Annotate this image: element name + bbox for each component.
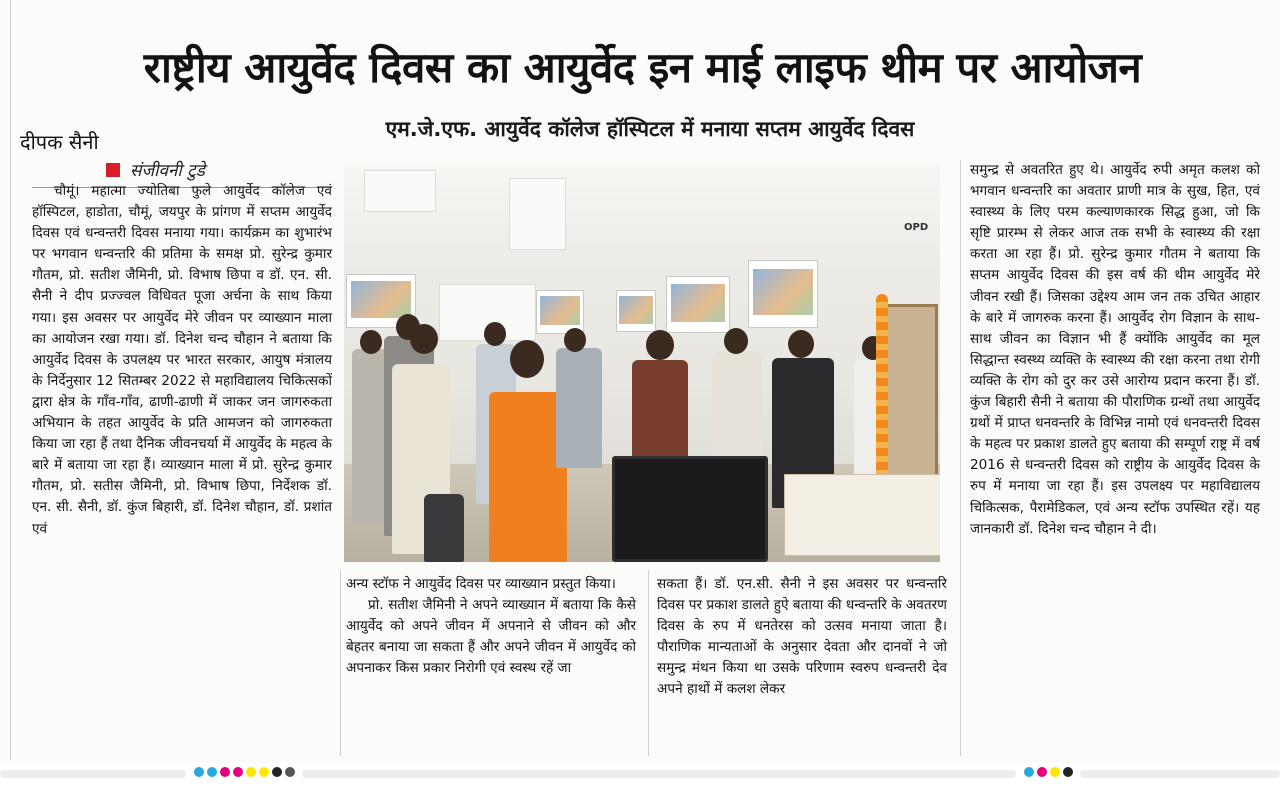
photo-window bbox=[364, 170, 436, 212]
person-head bbox=[510, 340, 544, 378]
cyan-dot bbox=[194, 767, 204, 777]
scroll-track bbox=[0, 770, 186, 778]
person-head bbox=[724, 328, 748, 354]
person bbox=[556, 348, 602, 468]
yellow-dot bbox=[246, 767, 256, 777]
person-head bbox=[360, 330, 382, 354]
wall-poster bbox=[748, 260, 818, 328]
magenta-dot bbox=[1037, 767, 1047, 777]
paragraph: सकता हैं। डॉ. एन.सी. सैनी ने इस अवसर पर धन्वन्तरि दिवस पर प्रकाश डालते हुऐ बताया की धन्वन्तरि के अवतरण दिवस के रुप में धनतेरस को उत्सव मनाया जाता है। पौराणिक मान्यताओं के अनुसार देवता और दानवों ने जो समुन्द्र मंथन किया था उसके परिणाम स्वरुप धन्वन्तरी देव अपने हाथों में कलश लेकर bbox=[657, 576, 948, 698]
magenta-dot bbox=[233, 767, 243, 777]
wall-poster bbox=[666, 276, 730, 333]
magenta-dot bbox=[220, 767, 230, 777]
paragraph: प्रो. सतीश जैमिनी ने अपने व्याख्यान में बताया कि कैसे आयुर्वेद को अपने जीवन में अपनाने से जीवन को और बेहतर बनाया जा सकता हैं और अपने जीवन में आयुर्वेद को अपनाकर किस प्रकार निरोगी एवं स्वस्थ रहें जा bbox=[346, 597, 636, 677]
yellow-dot bbox=[1050, 767, 1060, 777]
paragraph: समुन्द्र से अवतरित हुए थे। आयुर्वेद रुपी अमृत कलश को भगवान धन्वन्तरि का अवतार प्राणी मात्र के सुख, हित, एवं स्वास्थ्य के लिए परम कल्याणकारक सिद्ध हुआ, जो कि सृष्टि प्रारम्भ से लेकर आज तक सभी के स्वास्थ्य की रक्षा करता आ रहा हैं। प्रो. सुरेन्द्र कुमार गौतम ने बताया कि सप्तम आयुर्वेद दिवस की इस वर्ष की थीम आयुर्वेद मेरे जीवन रखी हैं। जिसका उद्देश्य आम जन तक उचित आहार के बारे में जागरुक करना हैं। आयुर्वेद रोग विज्ञान के साथ-साथ जीवन का विज्ञान भी हैं क्योंकि आयुर्वेद का मूल सिद्धान्त स्वस्थ्य व्यक्ति के स्वास्थ्य की रक्षा करना तथा रोगी व्यक्ति के रोग को दुर कर उसे आरोग्य प्रदान करना हैं। डॉ. कुंज बिहारी सैनी ने बताया की पौराणिक ग्रन्थों तथा आयुर्वेद ग्रथों में प्राप्त धनवन्तरि के विभिन्न नामो एवं धनवन्तरी दिवस के महत्व पर प्रकाश डालते हुए बताया की सम्पूर्ण राष्ट्र में वर्ष 2016 से धन्वन्तरी दिवस को राष्ट्रीय के आयुर्वेद दिवस के रुप में मनाया जा रहा हैं। इस उपलक्ष्य पर महाविद्यालय चिकित्सक, पैरामेडिकल, एवं अन्य स्टॉफ उपस्थित रहें। यह जानकारी डॉ. दिनेश चन्द चौहान ने दी। bbox=[970, 162, 1260, 537]
cyan-dot bbox=[1024, 767, 1034, 777]
source-tag bbox=[106, 158, 205, 181]
deity-frame bbox=[884, 304, 938, 490]
article-column-2 bbox=[346, 574, 636, 754]
opd-sign: OPD bbox=[904, 222, 929, 233]
yellow-dot bbox=[259, 767, 269, 777]
person-head bbox=[646, 330, 674, 360]
person-head bbox=[788, 330, 814, 358]
registration-dots bbox=[194, 767, 295, 777]
column-rule bbox=[960, 160, 961, 756]
paragraph: अन्य स्टॉफ ने आयुर्वेद दिवस पर व्याख्यान प्रस्तुत किया। bbox=[346, 576, 616, 592]
column-rule bbox=[648, 570, 649, 756]
black-dot bbox=[1063, 767, 1073, 777]
registration-dots bbox=[1024, 767, 1073, 777]
scroll-track bbox=[302, 770, 1016, 778]
headline: राष्ट्रीय आयुर्वेद दिवस का आयुर्वेद इन माई लाइफ थीम पर आयोजन bbox=[143, 43, 1142, 92]
person-head bbox=[410, 324, 438, 354]
wall-poster bbox=[616, 290, 656, 332]
scroll-track bbox=[1080, 770, 1280, 778]
person-head bbox=[564, 328, 586, 352]
cyan-dot bbox=[207, 767, 217, 777]
article-column-3 bbox=[657, 574, 947, 754]
column-rule bbox=[340, 570, 341, 756]
subheadline: एम.जे.एफ. आयुर्वेद कॉलेज हॉस्पिटल में मनाया सप्तम आयुर्वेद दिवस bbox=[385, 117, 915, 141]
article-column-4 bbox=[970, 160, 1260, 750]
black-dot bbox=[285, 767, 295, 777]
event-photo bbox=[344, 164, 940, 562]
article-column-1 bbox=[32, 181, 332, 751]
photo-window bbox=[509, 178, 566, 250]
flower-garland bbox=[876, 294, 888, 494]
person bbox=[424, 494, 464, 562]
paragraph: चौमूं। महात्मा ज्योतिबा फुले आयुर्वेद कॉलेज एवं हॉस्पिटल, हाडोता, चौमूं, जयपुर के प्रांगण में सप्तम आयुर्वेद दिवस एवं धन्वन्तरी दिवस मनाया गया। कार्यक्रम का शुभारंभ पर भगवान धन्वन्तरि की प्रतिमा के समक्ष प्रो. सुरेन्द्र कुमार गौतम, प्रो. सतीश जैमिनी, प्रो. विभाष छिपा व डॉ. एन. सी. सैनी ने दीप प्रज्ज्वल विधिवत पूजा अर्चना के साथ किया गया। इस अवसर पर आयुर्वेद मेरे जीवन पर व्याख्यान माला का आयोजन रखा गया। डॉ. दिनेश चन्द चौहान ने बताया कि आयुर्वेद दिवस के उपलक्ष्य पर भारत सरकार, आयुष मंत्रालय के निर्देनुसार 12 सितम्बर 2022 से महाविद्यालय चिकित्सकों द्वारा क्षेत्र के गाँव-गाँव, ढाणी-ढाणी में जाकर जन जागरुकता अभियान के तहत आयुर्वेद के प्रति आमजन को जागरुकता किया जा रहा हैं तथा दैनिक जीवनचर्या में आयुर्वेद के महत्व के बारे में बताया जा रहा हैं। व्याख्यान माला में प्रो. सुरेन्द्र कुमार गौतम, प्रो. सतीस जैमिनी, प्रो. विभाष छिपा, निर्देशक डॉ. एन. सी. सैनी, डॉ. कुंज बिहारी, डॉ. दिनेश चौहान, डॉ. प्रशांत एवं bbox=[32, 183, 332, 537]
byline: दीपक सैनी bbox=[20, 130, 99, 154]
person-head bbox=[484, 322, 506, 346]
puja-table bbox=[784, 474, 940, 556]
source-name: संजीवनी टुडे bbox=[130, 161, 205, 181]
black-dot bbox=[272, 767, 282, 777]
left-margin-rule bbox=[10, 0, 11, 760]
source-marker-icon bbox=[106, 163, 120, 177]
monitor bbox=[612, 456, 768, 562]
